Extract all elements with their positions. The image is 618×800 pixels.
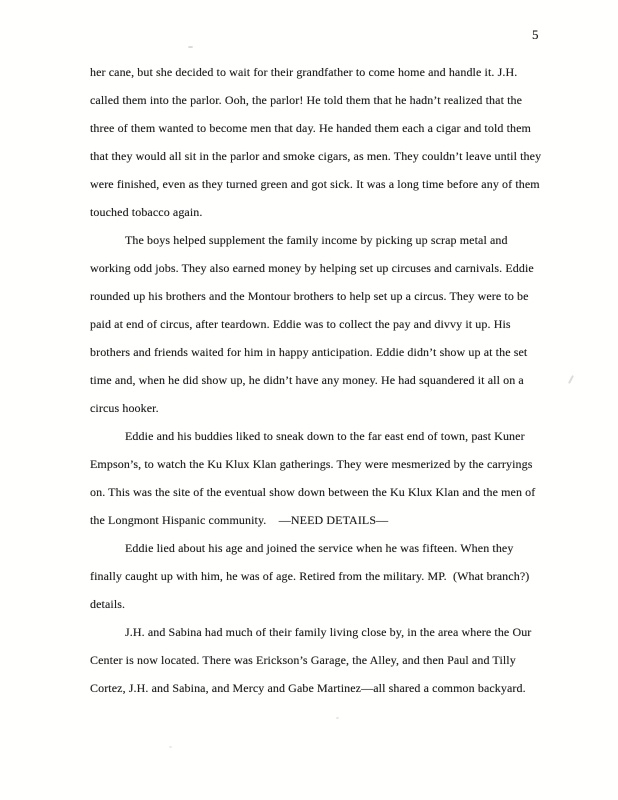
text-line: finally caught up with him, he was of age. Retired from the military. MP. (What branch?) <box>90 569 530 583</box>
text-line: working odd jobs. They also earned money by helping set up circuses and carnivals. Eddie <box>90 261 534 275</box>
text-line: Cortez, J.H. and Sabina, and Mercy and Gabe Martinez—all shared a common backyard. <box>90 681 526 695</box>
text-line: brothers and friends waited for him in happy anticipation. Eddie didn’t show up at the set <box>90 345 528 359</box>
text-line: time and, when he did show up, he didn’t have any money. He had squandered it all on a <box>90 373 524 387</box>
text-line: J.H. and Sabina had much of their family living close by, in the area where the Our <box>125 625 532 639</box>
scan-artifact <box>188 46 193 48</box>
text-line: paid at end of circus, after teardown. Eddie was to collect the pay and divvy it up. His <box>90 317 511 331</box>
text-line: called them into the parlor. Ooh, the parlor! He told them that he hadn’t realized that the <box>90 93 523 107</box>
text-line: details. <box>90 597 126 611</box>
scan-artifact <box>568 375 574 384</box>
text-line: touched tobacco again. <box>90 205 203 219</box>
text-line: her cane, but she decided to wait for their grandfather to come home and handle it. J.H. <box>90 65 518 79</box>
text-line: the Longmont Hispanic community. —NEED DETAILS— <box>90 513 389 527</box>
text-line: The boys helped supplement the family income by picking up scrap metal and <box>125 233 508 247</box>
text-line: Center is now located. There was Erickson’s Garage, the Alley, and then Paul and Tilly <box>90 653 516 667</box>
text-line: were finished, even as they turned green and got sick. It was a long time before any of them <box>90 177 540 191</box>
scan-artifact <box>336 717 339 719</box>
text-line: three of them wanted to become men that day. He handed them each a cigar and told them <box>90 121 531 135</box>
scan-artifact <box>169 746 172 748</box>
body-text <box>90 58 560 702</box>
text-line: Empson’s, to watch the Ku Klux Klan gatherings. They were mesmerized by the carryings <box>90 457 533 471</box>
text-line: on. This was the site of the eventual show down between the Ku Klux Klan and the men of <box>90 485 536 499</box>
text-line: Eddie lied about his age and joined the service when he was fifteen. When they <box>125 541 514 555</box>
text-line: that they would all sit in the parlor and smoke cigars, as men. They couldn’t leave until they <box>90 149 542 163</box>
text-line: Eddie and his buddies liked to sneak down to the far east end of town, past Kuner <box>125 429 525 443</box>
page-number: 5 <box>532 27 539 42</box>
text-line: circus hooker. <box>90 401 159 415</box>
text-line: rounded up his brothers and the Montour brothers to help set up a circus. They were to be <box>90 289 529 303</box>
